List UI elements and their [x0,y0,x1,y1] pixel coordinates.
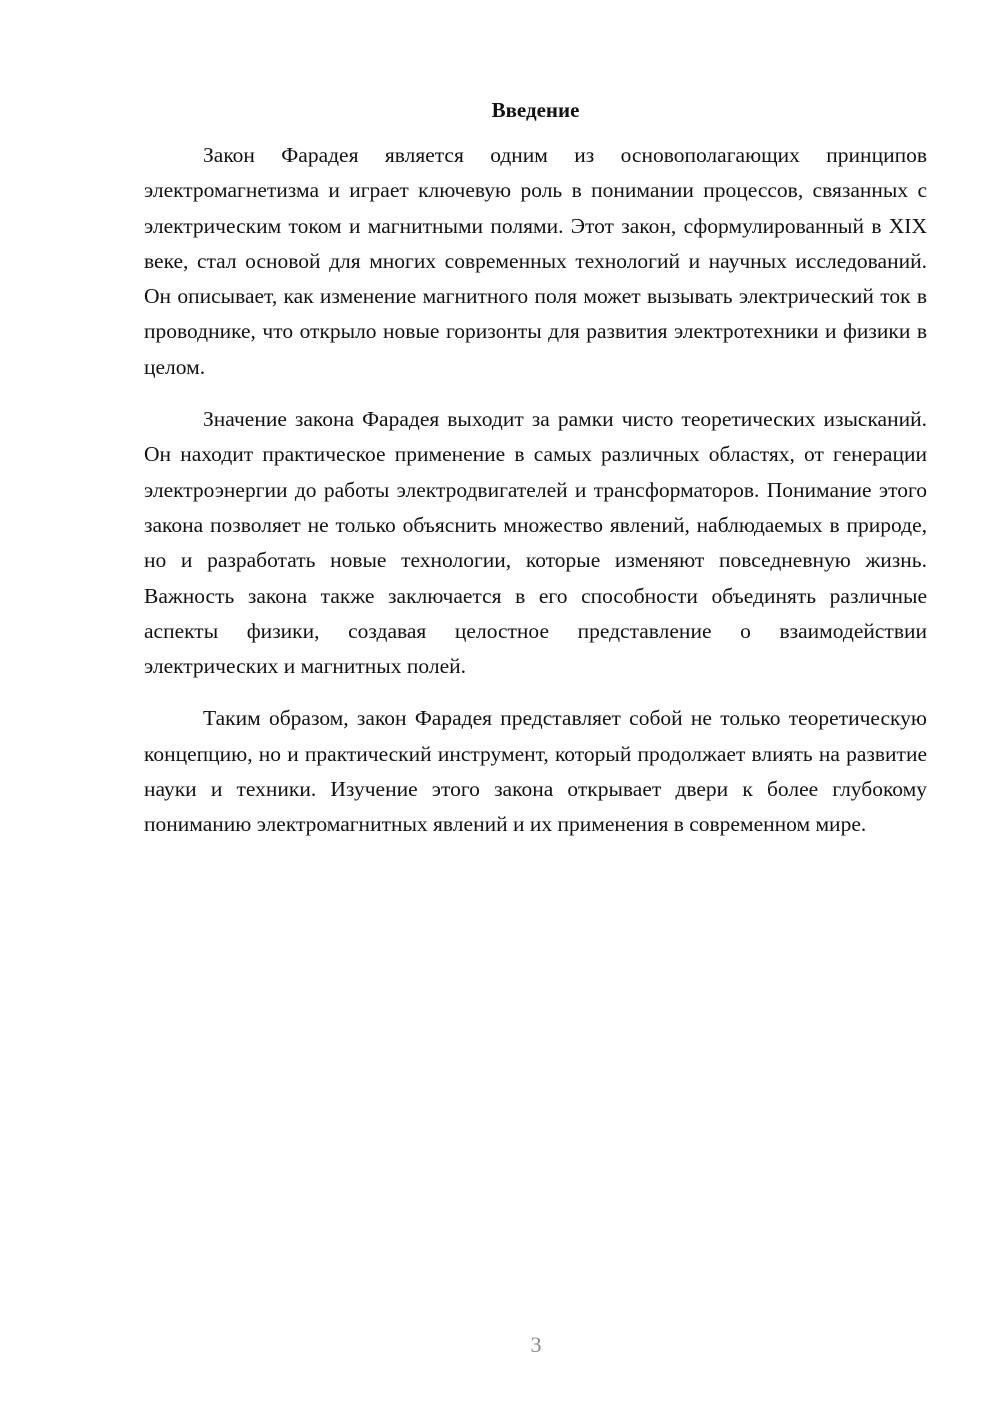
page-content [144,93,927,843]
paragraph-2: Значение закона Фарадея выходит за рамки чисто теоретических изысканий. Он находит практическое применение в самых различных областях, от генерации электроэнергии до работы электродвигателей и трансформаторов. Понимание этого закона позволяет не только объяснить множество явлений, наблюдаемых в природе, но и разработать новые технологии, которые изменяют повседневную жизнь. Важность закона также заключается в его способности объединять различные аспекты физики, создавая целостное представление о взаимодействии электрических и магнитных полей. [144,407,927,679]
paragraph-1: Закон Фарадея является одним из основополагающих принципов электромагнетизма и играет ключевую роль в понимании процессов, связанных с электрическим током и магнитными полями. Этот закон, сформулированный в XIX веке, стал основой для многих современных технологий и научных исследований. Он описывает, как изменение магнитного поля может вызывать электрический ток в проводнике, что открыло новые горизонты для развития электротехники и физики в целом. [144,143,927,379]
section-heading: Введение [491,98,580,122]
paragraph-3: Таким образом, закон Фарадея представляет собой не только теоретическую концепцию, но и практический инструмент, который продолжает влиять на развитие науки и техники. Изучение этого закона открывает двери к более глубокому пониманию электромагнитных явлений и их применения в современном мире. [144,706,927,837]
page-number: 3 [530,1332,542,1357]
